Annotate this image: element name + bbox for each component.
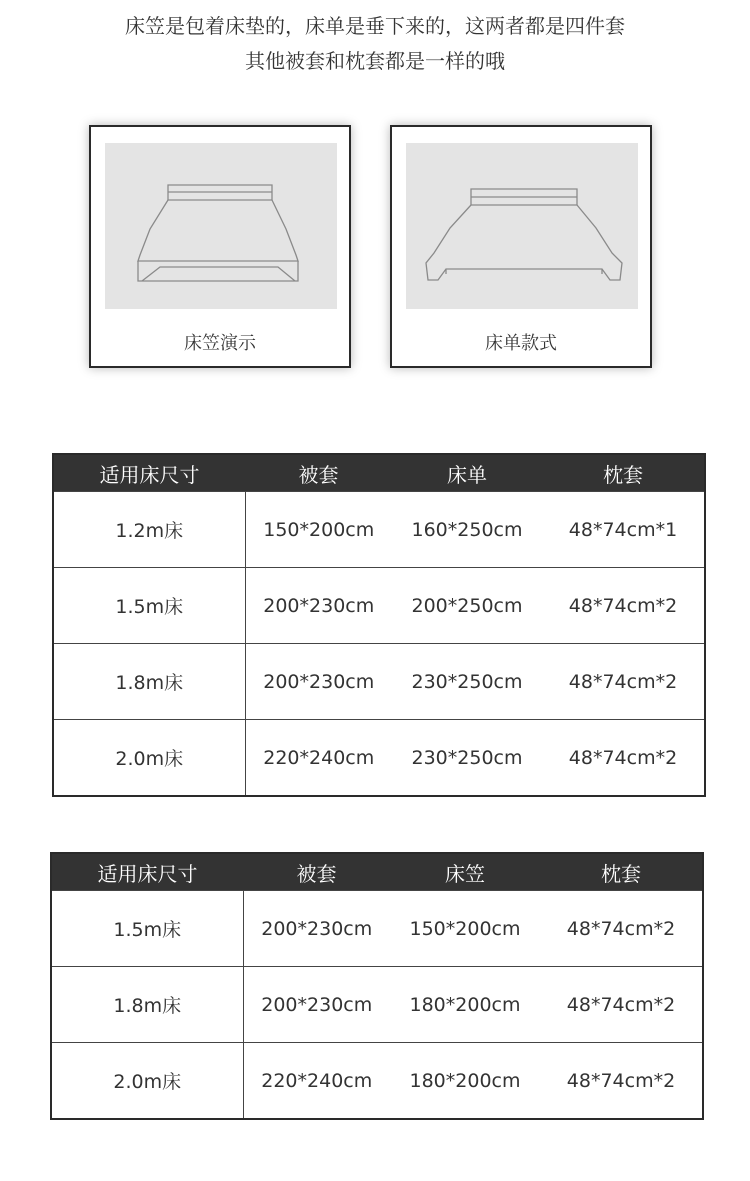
header-bed-size: 适用床尺寸	[53, 454, 245, 492]
duvet-cover-cell: 220*240cm	[245, 720, 392, 797]
fitted-sheet-cell: 180*200cm	[390, 1043, 540, 1120]
pillowcase-cell: 48*74cm*2	[542, 720, 705, 797]
table-row	[51, 967, 703, 1043]
table-row	[53, 720, 705, 797]
table-row	[53, 644, 705, 720]
table-row	[51, 1043, 703, 1120]
fitted-sheet-cell: 150*200cm	[390, 891, 540, 967]
header-bed-size: 适用床尺寸	[51, 853, 243, 891]
bed-size-cell: 1.5m床	[53, 568, 245, 644]
flat-sheet-cell: 160*250cm	[392, 492, 542, 568]
table-header-row	[51, 853, 703, 891]
fitted-sheet-bed-illustration	[105, 143, 337, 309]
flat-sheet-bed-illustration	[406, 143, 638, 309]
table-row	[51, 891, 703, 967]
flat-sheet-cell: 230*250cm	[392, 644, 542, 720]
fitted-sheet-caption: 床笠演示	[184, 333, 256, 354]
duvet-cover-cell: 200*230cm	[245, 568, 392, 644]
pillowcase-cell: 48*74cm*2	[542, 644, 705, 720]
intro-line-2: 其他被套和枕套都是一样的哦	[245, 49, 505, 73]
fitted-sheet-cell: 180*200cm	[390, 967, 540, 1043]
table-row	[53, 492, 705, 568]
header-pillowcase: 枕套	[540, 853, 703, 891]
table-row	[53, 568, 705, 644]
pillowcase-cell: 48*74cm*1	[542, 492, 705, 568]
fitted-sheet-size-table	[50, 852, 704, 1120]
header-fitted-sheet: 床笠	[390, 853, 540, 891]
header-pillowcase: 枕套	[542, 454, 705, 492]
bed-size-cell: 2.0m床	[53, 720, 245, 797]
header-duvet-cover: 被套	[245, 454, 392, 492]
flat-sheet-card	[390, 125, 652, 368]
bed-size-cell: 1.8m床	[51, 967, 243, 1043]
bed-size-cell: 2.0m床	[51, 1043, 243, 1120]
table-header-row	[53, 454, 705, 492]
flat-sheet-size-table	[52, 453, 706, 797]
header-flat-sheet: 床单	[392, 454, 542, 492]
flat-sheet-cell: 230*250cm	[392, 720, 542, 797]
bed-size-cell: 1.8m床	[53, 644, 245, 720]
duvet-cover-cell: 200*230cm	[245, 644, 392, 720]
pillowcase-cell: 48*74cm*2	[540, 967, 703, 1043]
bed-size-cell: 1.5m床	[51, 891, 243, 967]
pillowcase-cell: 48*74cm*2	[540, 891, 703, 967]
duvet-cover-cell: 200*230cm	[243, 891, 390, 967]
flat-sheet-cell: 200*250cm	[392, 568, 542, 644]
pillowcase-cell: 48*74cm*2	[542, 568, 705, 644]
duvet-cover-cell: 150*200cm	[245, 492, 392, 568]
fitted-sheet-card	[89, 125, 351, 368]
flat-sheet-caption: 床单款式	[485, 333, 557, 354]
pillowcase-cell: 48*74cm*2	[540, 1043, 703, 1120]
intro-line-1: 床笠是包着床垫的，床单是垂下来的，这两者都是四件套	[125, 14, 625, 38]
header-duvet-cover: 被套	[243, 853, 390, 891]
bed-size-cell: 1.2m床	[53, 492, 245, 568]
duvet-cover-cell: 220*240cm	[243, 1043, 390, 1120]
duvet-cover-cell: 200*230cm	[243, 967, 390, 1043]
